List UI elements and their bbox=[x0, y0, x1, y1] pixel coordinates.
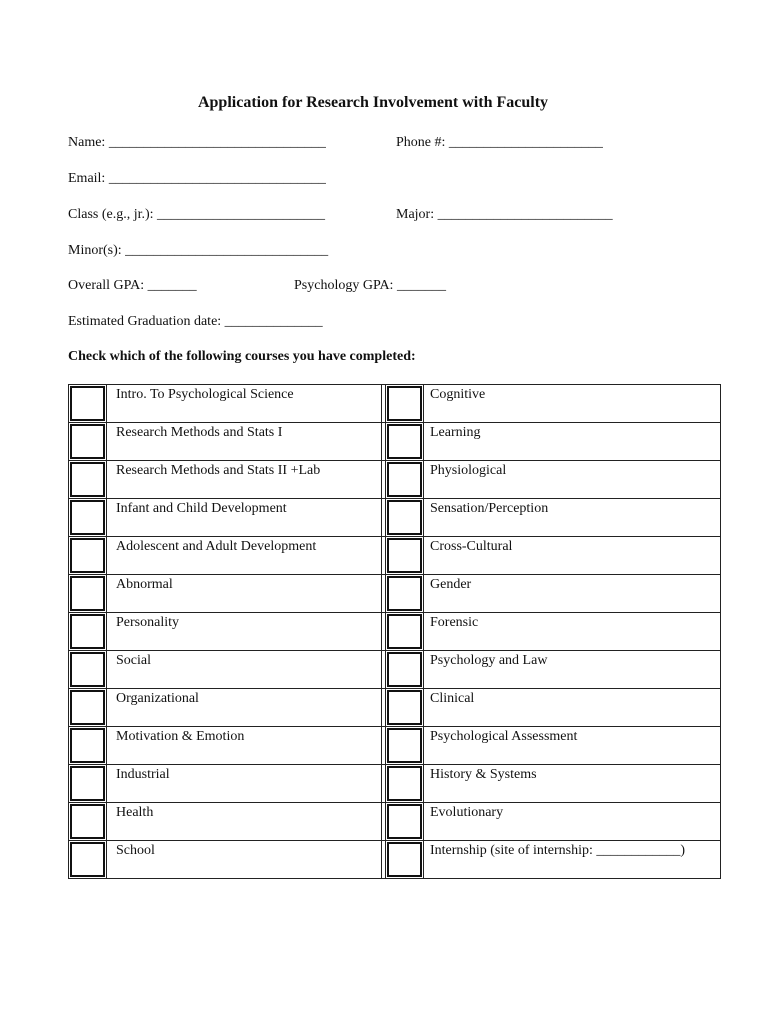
checkbox-square[interactable] bbox=[70, 614, 105, 649]
course-label: Social bbox=[107, 651, 382, 689]
checkbox-square[interactable] bbox=[70, 690, 105, 725]
course-label: Psychological Assessment bbox=[424, 727, 721, 765]
course-label: Adolescent and Adult Development bbox=[107, 537, 382, 575]
checkbox-square[interactable] bbox=[70, 462, 105, 497]
course-checkbox[interactable] bbox=[386, 537, 424, 575]
course-label: Sensation/Perception bbox=[424, 499, 721, 537]
course-checkbox[interactable] bbox=[69, 651, 107, 689]
course-checkbox[interactable] bbox=[69, 727, 107, 765]
course-label: Industrial bbox=[107, 765, 382, 803]
course-checkbox[interactable] bbox=[69, 689, 107, 727]
course-checkbox[interactable] bbox=[69, 537, 107, 575]
checkbox-square[interactable] bbox=[70, 766, 105, 801]
course-label: Internship (site of internship: ____________) bbox=[424, 841, 721, 879]
checkbox-square[interactable] bbox=[70, 424, 105, 459]
course-label: Research Methods and Stats I bbox=[107, 423, 382, 461]
course-row bbox=[69, 575, 721, 613]
course-checkbox[interactable] bbox=[69, 461, 107, 499]
name-field[interactable]: Name: _______________________________ bbox=[68, 135, 326, 150]
course-checkbox[interactable] bbox=[386, 651, 424, 689]
course-label: Abnormal bbox=[107, 575, 382, 613]
graduation-date-field[interactable]: Estimated Graduation date: ______________ bbox=[68, 314, 323, 329]
courses-instructions: Check which of the following courses you have completed: bbox=[68, 349, 416, 364]
course-checkbox[interactable] bbox=[69, 841, 107, 879]
checkbox-square[interactable] bbox=[387, 766, 422, 801]
checkbox-square[interactable] bbox=[70, 500, 105, 535]
course-row bbox=[69, 841, 721, 879]
course-row bbox=[69, 803, 721, 841]
course-checkbox[interactable] bbox=[386, 765, 424, 803]
form-title: Application for Research Involvement with Faculty bbox=[197, 94, 549, 111]
course-label: Cognitive bbox=[424, 385, 721, 423]
course-label: Forensic bbox=[424, 613, 721, 651]
checkbox-square[interactable] bbox=[387, 462, 422, 497]
phone-field[interactable]: Phone #: ______________________ bbox=[396, 135, 603, 150]
course-checkbox[interactable] bbox=[386, 613, 424, 651]
course-row bbox=[69, 537, 721, 575]
course-checkbox[interactable] bbox=[69, 423, 107, 461]
course-label: Physiological bbox=[424, 461, 721, 499]
course-checkbox[interactable] bbox=[386, 461, 424, 499]
courses-table bbox=[68, 384, 721, 879]
checkbox-square[interactable] bbox=[387, 652, 422, 687]
course-checkbox[interactable] bbox=[69, 499, 107, 537]
checkbox-square[interactable] bbox=[70, 804, 105, 839]
course-checkbox[interactable] bbox=[69, 613, 107, 651]
checkbox-square[interactable] bbox=[70, 728, 105, 763]
course-checkbox[interactable] bbox=[69, 385, 107, 423]
checkbox-square[interactable] bbox=[387, 614, 422, 649]
class-field[interactable]: Class (e.g., jr.): ________________________ bbox=[68, 207, 326, 222]
minor-field[interactable]: Minor(s): _____________________________ bbox=[68, 243, 329, 258]
course-label: Evolutionary bbox=[424, 803, 721, 841]
course-label: School bbox=[107, 841, 382, 879]
course-row bbox=[69, 613, 721, 651]
course-checkbox[interactable] bbox=[386, 689, 424, 727]
course-row bbox=[69, 689, 721, 727]
course-row bbox=[69, 385, 721, 423]
checkbox-square[interactable] bbox=[70, 652, 105, 687]
course-checkbox[interactable] bbox=[69, 575, 107, 613]
course-label: Cross-Cultural bbox=[424, 537, 721, 575]
checkbox-square[interactable] bbox=[70, 386, 105, 421]
course-label: Intro. To Psychological Science bbox=[107, 385, 382, 423]
course-label: Learning bbox=[424, 423, 721, 461]
checkbox-square[interactable] bbox=[387, 538, 422, 573]
checkbox-square[interactable] bbox=[387, 500, 422, 535]
checkbox-square[interactable] bbox=[387, 690, 422, 725]
course-row bbox=[69, 461, 721, 499]
course-row bbox=[69, 765, 721, 803]
psychology-gpa-field[interactable]: Psychology GPA: _______ bbox=[294, 278, 446, 293]
course-label: Personality bbox=[107, 613, 382, 651]
course-label: Infant and Child Development bbox=[107, 499, 382, 537]
course-label: Health bbox=[107, 803, 382, 841]
course-label: Organizational bbox=[107, 689, 382, 727]
checkbox-square[interactable] bbox=[387, 424, 422, 459]
major-field[interactable]: Major: _________________________ bbox=[396, 207, 613, 222]
checkbox-square[interactable] bbox=[70, 538, 105, 573]
course-row bbox=[69, 727, 721, 765]
course-checkbox[interactable] bbox=[69, 803, 107, 841]
course-label: Research Methods and Stats II +Lab bbox=[107, 461, 382, 499]
course-row bbox=[69, 499, 721, 537]
course-label: Motivation & Emotion bbox=[107, 727, 382, 765]
checkbox-square[interactable] bbox=[387, 728, 422, 763]
course-checkbox[interactable] bbox=[69, 765, 107, 803]
overall-gpa-field[interactable]: Overall GPA: _______ bbox=[68, 278, 197, 293]
course-label: Gender bbox=[424, 575, 721, 613]
course-checkbox[interactable] bbox=[386, 803, 424, 841]
checkbox-square[interactable] bbox=[387, 842, 422, 877]
course-checkbox[interactable] bbox=[386, 499, 424, 537]
course-label: Psychology and Law bbox=[424, 651, 721, 689]
course-checkbox[interactable] bbox=[386, 385, 424, 423]
checkbox-square[interactable] bbox=[387, 576, 422, 611]
checkbox-square[interactable] bbox=[387, 804, 422, 839]
course-checkbox[interactable] bbox=[386, 575, 424, 613]
checkbox-square[interactable] bbox=[70, 842, 105, 877]
course-checkbox[interactable] bbox=[386, 727, 424, 765]
email-field[interactable]: Email: _______________________________ bbox=[68, 171, 326, 186]
course-row bbox=[69, 651, 721, 689]
checkbox-square[interactable] bbox=[70, 576, 105, 611]
course-checkbox[interactable] bbox=[386, 423, 424, 461]
course-label: History & Systems bbox=[424, 765, 721, 803]
checkbox-square[interactable] bbox=[387, 386, 422, 421]
course-row bbox=[69, 423, 721, 461]
course-checkbox[interactable] bbox=[386, 841, 424, 879]
course-label: Clinical bbox=[424, 689, 721, 727]
